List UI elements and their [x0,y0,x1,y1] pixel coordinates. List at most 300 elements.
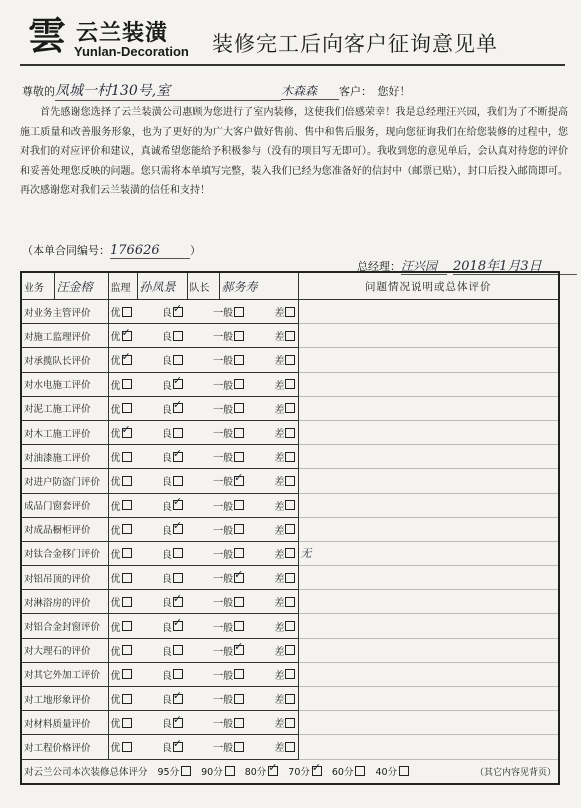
rating-option[interactable] [162,304,183,319]
rating-checkbox[interactable] [173,597,183,607]
rating-checkbox[interactable] [122,718,132,728]
rating-option-label: 一般 [213,549,234,561]
rating-option[interactable] [111,715,132,730]
rating-option[interactable] [274,449,295,464]
rating-note[interactable] [298,420,559,444]
rating-option[interactable] [274,522,295,537]
rating-note[interactable] [298,541,559,565]
rating-checkbox[interactable] [234,694,244,704]
rating-option-label: 优 [110,598,121,610]
rating-checkbox[interactable] [285,355,295,365]
rating-note[interactable] [298,324,559,348]
rating-note[interactable] [298,711,559,735]
rating-option[interactable] [162,594,183,609]
score-option-label: 80分 [244,767,267,779]
rating-row-label: 对大理石的评价 [21,638,108,662]
rating-option-label: 一般 [213,574,234,586]
rating-note[interactable] [298,300,559,324]
rating-option-label: 良 [161,308,172,320]
rating-option[interactable] [274,570,295,585]
rating-row-label: 对工地形象评价 [21,687,108,711]
rating-checkbox[interactable] [285,500,295,510]
rating-note[interactable] [298,590,559,614]
rating-row [21,469,559,493]
rating-checkbox[interactable] [173,476,183,486]
rating-option[interactable] [213,328,244,343]
rating-option[interactable] [162,546,183,561]
rating-checkbox[interactable] [234,452,244,462]
rating-checkbox[interactable] [234,742,244,752]
rating-option[interactable] [111,643,132,658]
rating-checkbox[interactable] [173,548,183,558]
rating-note[interactable] [298,638,559,662]
rating-row-label: 对油漆施工评价 [21,445,108,469]
rating-option-label: 差 [274,743,285,755]
rating-options [108,469,298,493]
rating-option-label: 差 [274,695,285,707]
rating-option[interactable] [274,304,295,319]
score-option[interactable] [245,764,279,778]
rating-option[interactable] [162,715,183,730]
rating-option[interactable] [213,498,244,513]
rating-option[interactable] [111,473,132,488]
rating-option[interactable] [213,667,244,682]
rating-checkbox[interactable] [234,597,244,607]
rating-option[interactable] [213,352,244,367]
rating-option[interactable] [213,522,244,537]
rating-option[interactable] [162,691,183,706]
biz-label: 业务 [21,272,54,300]
rating-checkbox[interactable] [285,452,295,462]
header-divider [20,64,565,66]
rating-option-label: 优 [110,477,121,489]
rating-option-label: 优 [110,646,121,658]
rating-option[interactable] [213,473,244,488]
rating-option-label: 一般 [213,525,234,537]
rating-note[interactable] [298,735,559,759]
rating-option-label: 优 [110,670,121,682]
score-option-label: 40分 [375,767,398,779]
rating-checkbox[interactable] [285,669,295,679]
rating-options [108,638,298,662]
rating-row-label: 对承揽队长评价 [21,348,108,372]
rating-checkbox[interactable] [285,403,295,413]
score-option[interactable] [201,764,235,778]
rating-option[interactable] [213,691,244,706]
rating-option-label: 一般 [213,598,234,610]
score-option[interactable] [332,764,366,778]
rating-note[interactable] [298,469,559,493]
rating-checkbox[interactable] [122,355,132,365]
rating-option-label: 一般 [213,695,234,707]
rating-option[interactable] [162,739,183,754]
rating-checkbox[interactable] [285,694,295,704]
rating-option[interactable] [213,546,244,561]
rating-checkbox[interactable] [122,500,132,510]
contract-number [22,242,201,259]
rating-checkbox[interactable] [173,403,183,413]
overall-score-tail: （其它内容见背页） [474,767,556,778]
rating-option[interactable] [111,498,132,513]
rating-checkbox[interactable] [122,573,132,583]
rating-checkbox[interactable] [173,307,183,317]
rating-checkbox[interactable] [122,621,132,631]
rating-checkbox[interactable] [173,742,183,752]
rating-checkbox[interactable] [173,524,183,534]
rating-option[interactable] [213,304,244,319]
rating-option-label: 良 [161,695,172,707]
overall-score-cell [21,759,559,784]
intro-paragraph: 首先感谢您选择了云兰装潢公司惠顾为您进行了室内装修，这使我们倍感荣幸！我是总经理汪兴园，我们为了不断提高施工质量和改善服务形象，也为了更好的为广大客户做好售前、售中和售后服务，现向您征询我们在给您装修的过程中，您对我们的对应评价和建议，真诚希望您能给予积极参与（没有的项目写无即可）。我收到您的意见单后，会认真对待您的评价和妥善处理您反映的问题。您只需将本单填写完整，装入我们已经为您准备好的信封中（邮票已贴），封口后投入邮筒即可。再次感谢您对我们云兰装潢的信任和支持！ [20,107,568,196]
rating-row-label: 对铝吊顶的评价 [21,566,108,590]
rating-option-label: 良 [161,719,172,731]
rating-checkbox[interactable] [122,403,132,413]
rating-checkbox[interactable] [173,718,183,728]
rating-checkbox[interactable] [234,428,244,438]
rating-checkbox[interactable] [122,379,132,389]
rating-option[interactable] [213,619,244,634]
rating-option-label: 良 [161,501,172,513]
room-word: 室 [156,83,171,99]
salutation-line [22,80,411,101]
rating-row-label: 对淋浴房的评价 [21,590,108,614]
rating-row-label: 对成品橱柜评价 [21,517,108,541]
rating-option-label: 差 [274,380,285,392]
rating-option-label: 差 [274,549,285,561]
rating-checkbox[interactable] [173,669,183,679]
rating-option[interactable] [274,425,295,440]
rating-options [108,687,298,711]
manager-date: 2018年1月3日 [453,255,577,275]
rating-option-label: 良 [161,622,172,634]
rating-options [108,590,298,614]
rating-note[interactable] [298,372,559,396]
rating-note[interactable] [298,445,559,469]
rating-option[interactable] [274,352,295,367]
rating-row-label: 对木工施工评价 [21,420,108,444]
rating-option[interactable] [162,401,183,416]
score-checkbox[interactable] [181,766,191,776]
rating-option[interactable] [111,691,132,706]
rating-option-label: 差 [274,719,285,731]
rating-option[interactable] [111,352,132,367]
rating-option-label: 差 [274,308,285,320]
rating-option-label: 差 [274,332,285,344]
score-option[interactable] [288,764,322,778]
rating-row [21,445,559,469]
rating-checkbox[interactable] [285,307,295,317]
rating-option[interactable] [213,401,244,416]
overall-score-row [21,759,559,784]
rating-checkbox[interactable] [173,452,183,462]
rating-option[interactable] [213,594,244,609]
rating-checkbox[interactable] [234,621,244,631]
score-checkbox[interactable] [225,766,235,776]
rating-option[interactable] [111,546,132,561]
rating-option[interactable] [213,449,244,464]
rating-option[interactable] [274,594,295,609]
rating-option-label: 优 [110,308,121,320]
rating-option-label: 一般 [213,719,234,731]
rating-option[interactable] [274,546,295,561]
rating-option-label: 一般 [213,477,234,489]
rating-option[interactable] [213,739,244,754]
rating-option[interactable] [274,691,295,706]
rating-checkbox[interactable] [285,331,295,341]
rating-option[interactable] [162,619,183,634]
rating-option[interactable] [111,425,132,440]
rating-option[interactable] [162,377,183,392]
rating-checkbox[interactable] [285,645,295,655]
rating-options [108,300,298,324]
customer-name-field: 木森森 [281,82,339,100]
rating-option[interactable] [213,425,244,440]
rating-checkbox[interactable] [234,500,244,510]
rating-checkbox[interactable] [285,597,295,607]
rating-checkbox[interactable] [122,597,132,607]
rating-checkbox[interactable] [285,742,295,752]
rating-note[interactable] [298,493,559,517]
rating-checkbox[interactable] [122,694,132,704]
rating-option[interactable] [111,377,132,392]
rating-option[interactable] [111,304,132,319]
rating-option-label: 良 [161,598,172,610]
rating-note[interactable] [298,662,559,686]
rating-checkbox[interactable] [285,524,295,534]
rating-options [108,614,298,638]
score-checkbox[interactable] [399,766,409,776]
rating-checkbox[interactable] [234,331,244,341]
rating-option[interactable] [162,352,183,367]
supervisor-label: 监理 [108,272,137,300]
rating-row [21,420,559,444]
rating-note[interactable] [298,396,559,420]
rating-option[interactable] [162,473,183,488]
rating-checkbox[interactable] [122,452,132,462]
rating-option[interactable] [111,619,132,634]
rating-option-label: 一般 [213,404,234,416]
rating-checkbox[interactable] [234,573,244,583]
rating-note[interactable] [298,566,559,590]
rating-option[interactable] [274,643,295,658]
rating-option[interactable] [274,328,295,343]
rating-option[interactable] [274,401,295,416]
rating-note[interactable] [298,614,559,638]
rating-option[interactable] [162,498,183,513]
rating-option-label: 优 [110,453,121,465]
rating-checkbox[interactable] [234,524,244,534]
score-option-label: 95分 [157,767,180,779]
contract-label: （本单合同编号： [22,244,110,257]
rating-checkbox[interactable] [173,428,183,438]
rating-row-label: 对材料质量评价 [21,711,108,735]
rating-option[interactable] [162,449,183,464]
rating-checkbox[interactable] [234,307,244,317]
score-checkbox[interactable] [268,766,278,776]
rating-checkbox[interactable] [285,573,295,583]
rating-option-label: 良 [161,404,172,416]
rating-checkbox[interactable] [122,548,132,558]
rating-option-label: 良 [161,332,172,344]
address-value: 凤城一村130号 [55,83,152,99]
rating-option-label: 优 [110,695,121,707]
rating-option-label: 一般 [213,670,234,682]
rating-options [108,493,298,517]
rating-checkbox[interactable] [285,718,295,728]
rating-checkbox[interactable] [173,355,183,365]
manager-name: 汪兴园 [401,257,447,275]
rating-option[interactable] [274,377,295,392]
rating-option[interactable] [162,522,183,537]
rating-checkbox[interactable] [285,428,295,438]
rating-option[interactable] [213,377,244,392]
rating-option-label: 差 [274,574,285,586]
rating-option-label: 差 [274,501,285,513]
rating-option[interactable] [213,715,244,730]
rating-checkbox[interactable] [285,379,295,389]
rating-options [108,445,298,469]
rating-row [21,324,559,348]
biz-value: 汪金榕 [54,272,108,300]
rating-checkbox[interactable] [122,476,132,486]
rating-checkbox[interactable] [173,573,183,583]
rating-row [21,687,559,711]
rating-checkbox[interactable] [122,524,132,534]
rating-option-label: 优 [110,574,121,586]
rating-option-label: 良 [161,525,172,537]
rating-row [21,396,559,420]
logo-mark: 雲 [28,13,67,58]
rating-checkbox[interactable] [122,645,132,655]
rating-options [108,324,298,348]
supervisor-value: 孙凤景 [137,272,187,300]
contract-close: ） [190,244,201,257]
score-option-label: 70分 [288,767,310,779]
rating-checkbox[interactable] [234,548,244,558]
score-option[interactable] [375,764,409,778]
rating-option[interactable] [111,739,132,754]
rating-option[interactable] [274,498,295,513]
rating-checkbox[interactable] [122,742,132,752]
score-option[interactable] [158,764,192,778]
rating-option-label: 一般 [213,501,234,513]
rating-checkbox[interactable] [122,331,132,341]
rating-option-label: 优 [110,719,121,731]
rating-option[interactable] [162,667,183,682]
rating-option[interactable] [111,594,132,609]
rating-row-label: 对水电施工评价 [21,372,108,396]
rating-note[interactable] [298,348,559,372]
rating-option-label: 优 [110,622,121,634]
rating-option-label: 优 [110,743,121,755]
rating-row-label: 对泥工施工评价 [21,396,108,420]
score-checkbox[interactable] [355,766,365,776]
rating-options [108,735,298,759]
rating-option-label: 良 [161,429,172,441]
rating-option-label: 优 [110,549,121,561]
rating-checkbox[interactable] [234,403,244,413]
rating-options [108,420,298,444]
rating-option-label: 良 [161,356,172,368]
rating-checkbox[interactable] [285,548,295,558]
rating-option[interactable] [274,667,295,682]
rating-checkbox[interactable] [122,307,132,317]
rating-option[interactable] [162,425,183,440]
rating-option[interactable] [274,473,295,488]
rating-option[interactable] [111,449,132,464]
rating-checkbox[interactable] [173,500,183,510]
rating-option-label: 良 [161,574,172,586]
evaluation-table [20,271,560,785]
rating-checkbox[interactable] [173,379,183,389]
score-checkbox[interactable] [312,766,322,776]
rating-option-label: 良 [161,477,172,489]
rating-options [108,396,298,420]
rating-option[interactable] [111,401,132,416]
rating-option[interactable] [162,328,183,343]
rating-checkbox[interactable] [234,645,244,655]
rating-note[interactable] [298,517,559,541]
rating-checkbox[interactable] [173,694,183,704]
score-option-label: 60分 [331,767,354,779]
rating-checkbox[interactable] [285,621,295,631]
rating-checkbox[interactable] [234,476,244,486]
rating-option-label: 差 [274,404,285,416]
salutation-suffix: 客户： 您好！ [339,85,411,98]
rating-option-label: 差 [274,598,285,610]
rating-option-label: 良 [161,670,172,682]
rating-row [21,638,559,662]
rating-option[interactable] [111,328,132,343]
rating-checkbox[interactable] [173,621,183,631]
rating-option[interactable] [111,570,132,585]
rating-checkbox[interactable] [173,645,183,655]
rating-checkbox[interactable] [122,428,132,438]
rating-row-label: 成品门窗套评价 [21,493,108,517]
rating-option-label: 差 [274,356,285,368]
salutation-prefix: 尊敬的 [22,85,55,98]
rating-row-label: 对施工监理评价 [21,324,108,348]
rating-option-label: 优 [110,356,121,368]
rating-option[interactable] [274,619,295,634]
rating-options [108,662,298,686]
rating-checkbox[interactable] [122,669,132,679]
rating-option-label: 差 [274,646,285,658]
rating-option[interactable] [162,570,183,585]
rating-checkbox[interactable] [234,669,244,679]
rating-row [21,711,559,735]
rating-checkbox[interactable] [234,355,244,365]
rating-checkbox[interactable] [234,718,244,728]
rating-option[interactable] [213,643,244,658]
rating-option[interactable] [111,522,132,537]
rating-row-label: 对进户防盗门评价 [21,469,108,493]
rating-option-label: 一般 [213,646,234,658]
rating-option[interactable] [162,643,183,658]
rating-row [21,493,559,517]
rating-checkbox[interactable] [173,331,183,341]
rating-option[interactable] [274,739,295,754]
rating-row-label: 对工程价格评价 [21,735,108,759]
rating-note[interactable] [298,687,559,711]
rating-option[interactable] [111,667,132,682]
rating-checkbox[interactable] [285,476,295,486]
rating-option[interactable] [274,715,295,730]
rating-option[interactable] [213,570,244,585]
score-option-label: 90分 [201,767,223,779]
rating-option-label: 一般 [213,332,234,344]
rating-checkbox[interactable] [234,379,244,389]
